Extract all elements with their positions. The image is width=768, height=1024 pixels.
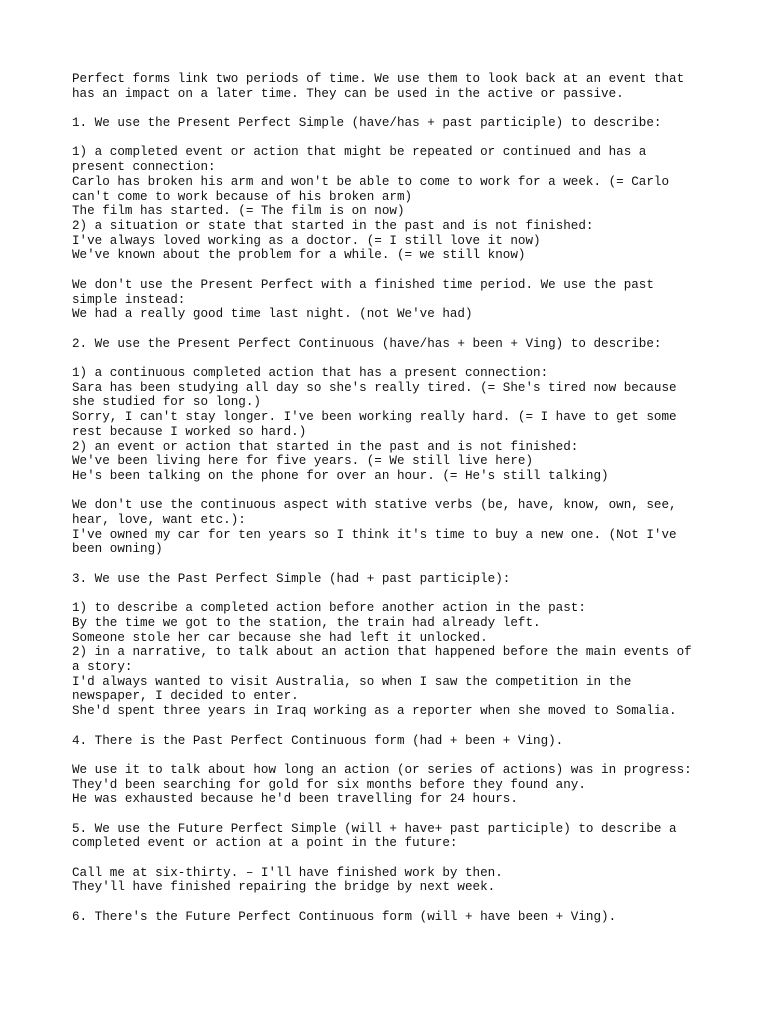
section-heading: 2. We use the Present Perfect Continuous (have/has + been + Ving) to describe: (72, 336, 662, 351)
text-line: can't come to work because of his broken arm) (72, 189, 413, 204)
text-line: I'd always wanted to visit Australia, so when I saw the competition in the (72, 674, 632, 689)
text-line: Call me at six-thirty. – I'll have finished work by then. (72, 865, 503, 880)
text-line: She'd spent three years in Iraq working as a reporter when she moved to Somalia. (72, 704, 677, 719)
spacer (72, 351, 712, 366)
section-heading: 3. We use the Past Perfect Simple (had + past participle): (72, 571, 511, 586)
text-line: newspaper, I decided to enter. (72, 689, 299, 704)
spacer (72, 895, 712, 910)
text-line: 1) a completed event or action that might be repeated or continued and has a (72, 145, 647, 160)
text-line: Sorry, I can't stay longer. I've been working really hard. (= I have to get some (72, 410, 677, 425)
spacer (72, 851, 712, 866)
spacer (72, 587, 712, 602)
text-line: 1) a continuous completed action that has a present connection: (72, 365, 549, 380)
section-heading: 5. We use the Future Perfect Simple (will + have+ past participle) to describe a (72, 821, 677, 836)
text-line: He's been talking on the phone for over an hour. (= He's still talking) (72, 468, 609, 483)
section-heading: 4. There is the Past Perfect Continuous form (had + been + Ving). (72, 733, 564, 748)
text-line: 2) a situation or state that started in the past and is not finished: (72, 219, 594, 233)
text-line: a story: (72, 660, 133, 674)
text-line: He was exhausted because he'd been travelling for 24 hours. (72, 792, 518, 807)
text-line: We've been living here for five years. (= We still live here) (72, 454, 534, 469)
text-line: Someone stole her car because she had left it unlocked. (72, 630, 488, 645)
spacer (72, 101, 712, 116)
spacer (72, 807, 712, 822)
text-line: They'd been searching for gold for six months before they found any. (72, 777, 586, 792)
text-line: present connection: (72, 160, 216, 175)
text-line: 1) to describe a completed action before another action in the past: (72, 601, 586, 616)
text-line: Carlo has broken his arm and won't be able to come to work for a week. (= Carlo (72, 174, 670, 189)
section-heading: completed event or action at a point in the future: (72, 836, 458, 851)
text-line: 2) an event or action that started in the past and is not finished: (72, 439, 579, 454)
section-heading: 1. We use the Present Perfect Simple (have/has + past participle) to describe: (72, 116, 662, 131)
spacer (72, 719, 712, 734)
text-line: The film has started. (= The film is on now) (72, 204, 405, 219)
text-line: rest because I worked so hard.) (72, 424, 307, 439)
text-line: simple instead: (72, 292, 186, 307)
text-line: We don't use the continuous aspect with stative verbs (be, have, know, own, see, (72, 498, 677, 513)
text-line: They'll have finished repairing the bridge by next week. (72, 880, 496, 895)
text-line: 2) in a narrative, to talk about an action that happened before the main events of (72, 645, 692, 660)
text-line: We had a really good time last night. (not We've had) (72, 307, 473, 322)
text-line: she studied for so long.) (72, 395, 261, 410)
intro-line: Perfect forms link two periods of time. We use them to look back at an event that (72, 72, 685, 86)
spacer (72, 484, 712, 499)
text-line: been owning) (72, 542, 163, 557)
spacer (72, 748, 712, 763)
spacer (72, 131, 712, 146)
text-line: We've known about the problem for a while. (= we still know) (72, 248, 526, 263)
text-line: Sara has been studying all day so she's really tired. (= She's tired now because (72, 380, 677, 395)
text-line: We use it to talk about how long an action (or series of actions) was in progress: (72, 762, 692, 777)
text-line: I've always loved working as a doctor. (= I still love it now) (72, 233, 541, 248)
text-line: hear, love, want etc.): (72, 513, 246, 527)
text-line: I've owned my car for ten years so I think it's time to buy a new one. (Not I've (72, 527, 677, 542)
section-heading: 6. There's the Future Perfect Continuous form (will + have been + Ving). (72, 909, 617, 924)
document-page (72, 72, 712, 925)
spacer (72, 557, 712, 572)
spacer (72, 263, 712, 278)
spacer (72, 322, 712, 337)
intro-line: has an impact on a later time. They can be used in the active or passive. (72, 86, 624, 101)
text-line: By the time we got to the station, the train had already left. (72, 615, 541, 630)
text-line: We don't use the Present Perfect with a finished time period. We use the past (72, 277, 654, 292)
